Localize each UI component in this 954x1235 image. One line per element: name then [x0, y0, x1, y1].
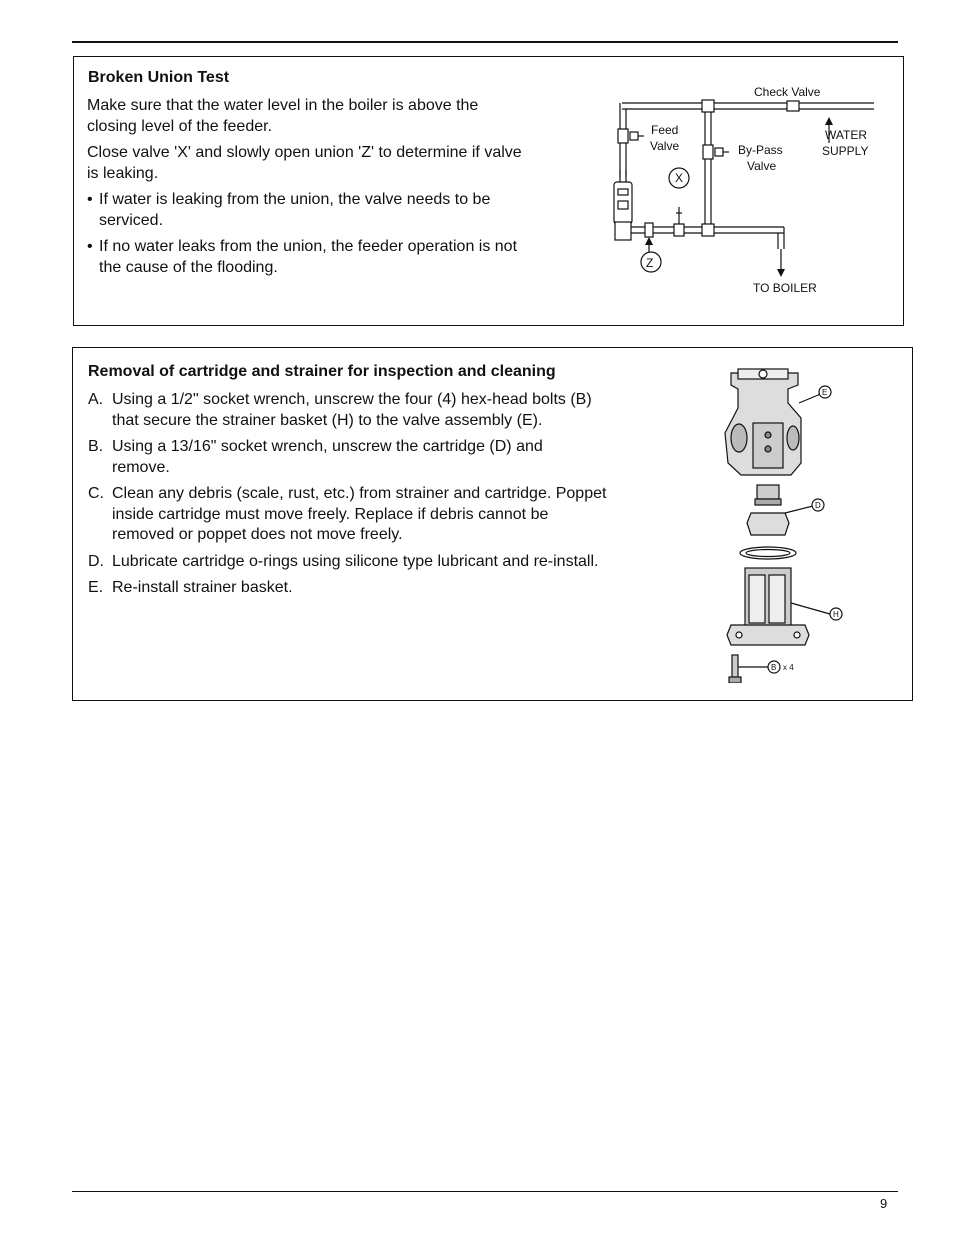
top-rule: [72, 41, 898, 43]
label-h: H: [833, 610, 839, 619]
page-number: 9: [880, 1196, 888, 1211]
bullet-mark: •: [87, 238, 93, 255]
bullet-text: If water is leaking from the union, the valve needs to be serviced.: [99, 191, 491, 229]
broken-union-test-section: [73, 56, 904, 326]
paragraph: Close valve 'X' and slowly open union 'Z' to determine if valve is leaking.: [87, 144, 522, 182]
step-item: [88, 437, 608, 478]
union-z-label: Z: [646, 256, 654, 270]
step-item: [88, 552, 608, 573]
section-text: [87, 96, 527, 284]
step-text: Using a 13/16" socket wrench, unscrew the cartridge (D) and remove.: [112, 438, 543, 476]
label-b: B: [771, 663, 777, 672]
bullet-item: [87, 190, 527, 231]
step-item: [88, 484, 608, 546]
section-title: Removal of cartridge and strainer for inspection and cleaning: [88, 363, 556, 380]
bypass-valve-label: By-Pass: [738, 143, 783, 157]
valve-x-label: X: [675, 171, 684, 185]
bypass-valve-label: Valve: [747, 159, 777, 173]
paragraph: Make sure that the water level in the boiler is above the closing level of the feeder.: [87, 97, 479, 135]
piping-diagram: [594, 77, 894, 307]
step-item: [88, 578, 608, 599]
step-mark: D.: [88, 552, 104, 570]
exploded-valve-diagram: [713, 363, 873, 683]
label-e: E: [822, 388, 828, 397]
water-supply-label: SUPPLY: [822, 144, 869, 158]
feed-valve-label: Valve: [650, 139, 680, 153]
to-boiler-label: TO BOILER: [753, 281, 817, 295]
bullet-item: [87, 237, 527, 278]
step-mark: A.: [88, 391, 104, 408]
step-text: Lubricate cartridge o-rings using silicone type lubricant and re-install.: [112, 552, 599, 570]
label-d: D: [815, 501, 821, 510]
step-item: [88, 390, 608, 431]
step-text: Using a 1/2" socket wrench, unscrew the four (4) hex-head bolts (B) that secure the strainer basket (H) to the valve assembly (E).: [112, 391, 592, 429]
bullet-text: If no water leaks from the union, the feeder operation is not the cause of the flooding.: [99, 238, 518, 276]
step-text: Re-install strainer basket.: [112, 579, 293, 596]
bolt-count-label: x 4: [783, 663, 794, 672]
water-supply-label: WATER: [825, 128, 867, 142]
bottom-rule: [72, 1191, 898, 1192]
section-text: [88, 390, 608, 605]
step-text: Clean any debris (scale, rust, etc.) from strainer and cartridge. Poppet inside cartridge must move freely. Replace if debris cannot be removed or poppet does not move freely.: [112, 485, 607, 543]
cartridge-removal-section: [72, 347, 913, 701]
feed-valve-label: Feed: [651, 123, 679, 137]
bullet-mark: •: [87, 191, 93, 208]
step-mark: E.: [88, 579, 104, 596]
step-mark: C.: [88, 485, 104, 502]
section-title: Broken Union Test: [88, 69, 230, 86]
step-mark: B.: [88, 438, 104, 455]
check-valve-label: Check Valve: [754, 85, 821, 99]
